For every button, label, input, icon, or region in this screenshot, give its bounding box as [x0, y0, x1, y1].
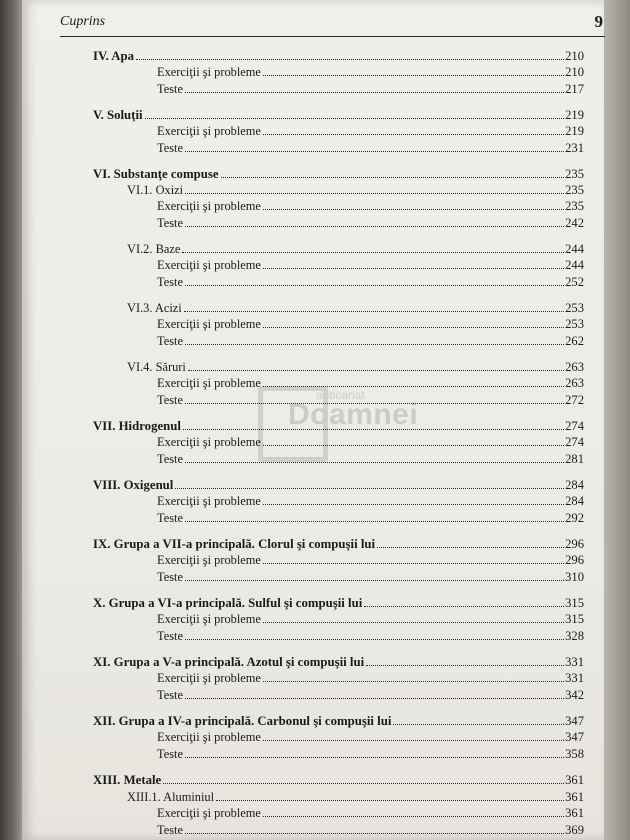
- dot-leader: [366, 665, 564, 666]
- toc-entry-page: 281: [565, 452, 584, 466]
- toc-entry: [157, 450, 584, 466]
- toc-entry: [157, 256, 584, 272]
- toc-entry-page: 217: [565, 82, 584, 96]
- toc-entry-title: VII. Hidrogenul: [93, 419, 181, 433]
- toc-entry: [157, 214, 584, 230]
- dot-leader: [263, 504, 564, 505]
- dot-leader: [185, 698, 564, 699]
- toc-entry-page: 361: [565, 806, 584, 820]
- dot-leader: [185, 226, 564, 227]
- toc-entry-page: 235: [565, 183, 584, 197]
- toc-entry-title: XI. Grupa a V-a principală. Azotul şi compuşii lui: [93, 655, 365, 669]
- toc-entry-title: Teste: [157, 275, 183, 289]
- toc-entry: [127, 240, 584, 256]
- toc-entry-page: 235: [565, 167, 584, 181]
- toc-entry-page: 361: [565, 790, 584, 804]
- watermark-top-text: anticariat: [316, 388, 365, 402]
- header-page-number: 9: [594, 12, 603, 31]
- background-edge: [604, 0, 630, 840]
- toc-entry-page: 272: [565, 393, 584, 407]
- dot-leader: [185, 403, 564, 404]
- header-title: Cuprins: [60, 14, 106, 29]
- toc-entry-title: VI.1. Oxizi: [127, 183, 184, 197]
- toc-entry-title: Exerciţii şi probleme: [157, 258, 261, 272]
- toc-entry: [157, 80, 584, 96]
- dot-leader: [364, 606, 564, 607]
- toc-entry-title: X. Grupa a VI-a principală. Sulful şi compuşii lui: [93, 596, 363, 610]
- dot-leader: [377, 547, 564, 548]
- toc-entry: [157, 122, 584, 138]
- dot-leader: [185, 521, 564, 522]
- book-spine-shadow: [0, 0, 22, 840]
- dot-leader: [263, 209, 564, 210]
- toc-entry: [157, 568, 584, 584]
- toc-entry-page: 347: [565, 714, 584, 728]
- dot-leader: [263, 268, 564, 269]
- toc-entry-title: Teste: [157, 216, 183, 230]
- dot-leader: [263, 563, 564, 564]
- dot-leader: [216, 800, 564, 801]
- toc-entry-title: Exerciţii şi probleme: [157, 376, 261, 390]
- dot-leader: [183, 429, 564, 430]
- dot-leader: [263, 681, 564, 682]
- toc-entry-page: 274: [565, 435, 584, 449]
- dot-leader: [185, 462, 564, 463]
- dot-leader: [263, 816, 564, 817]
- dot-leader: [263, 445, 564, 446]
- dot-leader: [221, 177, 565, 178]
- toc-entry-title: Exerciţii şi probleme: [157, 199, 261, 213]
- toc-entry-title: Exerciţii şi probleme: [157, 124, 261, 138]
- dot-leader: [175, 488, 564, 489]
- toc-entry-title: VI.4. Săruri: [127, 360, 186, 374]
- toc-entry: [157, 273, 584, 289]
- dot-leader: [263, 386, 564, 387]
- toc-entry-title: XIII. Metale: [93, 773, 162, 787]
- toc-entry-title: Exerciţii şi probleme: [157, 317, 261, 331]
- toc-entry-page: 369: [565, 823, 584, 837]
- toc-entry-page: 342: [565, 688, 584, 702]
- toc-entry-page: 253: [565, 317, 584, 331]
- toc-entry-page: 331: [565, 671, 584, 685]
- toc-entry-page: 274: [565, 419, 584, 433]
- toc-entry: [157, 610, 584, 626]
- toc-entry-page: 244: [565, 242, 584, 256]
- toc-entry: [157, 821, 584, 837]
- toc-entry: [157, 509, 584, 525]
- toc-entry-title: VI. Substanţe compuse: [93, 167, 219, 181]
- toc-entry: [157, 374, 584, 390]
- toc-entry-title: XIII.1. Aluminiul: [127, 790, 215, 804]
- toc-entry: [157, 139, 584, 155]
- toc-entry-page: 358: [565, 747, 584, 761]
- toc-entry-page: 347: [565, 730, 584, 744]
- toc-entry: [93, 106, 584, 122]
- dot-leader: [185, 344, 564, 345]
- toc-entry-title: IV. Apa: [93, 49, 135, 63]
- toc-entry-title: IX. Grupa a VII-a principală. Clorul şi compuşii lui: [93, 537, 376, 551]
- watermark-main-text: Doamnei: [288, 398, 419, 431]
- toc-entry: [93, 165, 584, 181]
- toc-entry-page: 263: [565, 360, 584, 374]
- toc-entry: [157, 686, 584, 702]
- dot-leader: [145, 118, 565, 119]
- toc-entry-page: 252: [565, 275, 584, 289]
- toc-entry-page: 315: [565, 612, 584, 626]
- toc-entry-title: VI.2. Baze: [127, 242, 181, 256]
- toc-entry-title: XII. Grupa a IV-a principală. Carbonul şi compuşii lui: [93, 714, 392, 728]
- toc-entry: [157, 551, 584, 567]
- toc-entry-page: 231: [565, 141, 584, 155]
- toc-entry-page: 284: [565, 494, 584, 508]
- toc-entry: [93, 476, 584, 492]
- toc-entry-page: 210: [565, 49, 584, 63]
- toc-entry-page: 253: [565, 301, 584, 315]
- toc-entry-title: VIII. Oxigenul: [93, 478, 174, 492]
- toc-entry-title: Teste: [157, 511, 183, 525]
- toc-entry: [93, 712, 584, 728]
- dot-leader: [182, 252, 564, 253]
- toc-entry-title: Exerciţii şi probleme: [157, 553, 261, 567]
- toc-entry-page: 244: [565, 258, 584, 272]
- toc-entry-title: Teste: [157, 334, 183, 348]
- dot-leader: [263, 327, 564, 328]
- dot-leader: [185, 757, 564, 758]
- toc-entry-title: Teste: [157, 688, 183, 702]
- toc-entry: [157, 197, 584, 213]
- toc-entry: [157, 332, 584, 348]
- toc-entry-title: Teste: [157, 141, 183, 155]
- toc-entry-title: Teste: [157, 747, 183, 761]
- dot-leader: [184, 311, 564, 312]
- toc-entry-page: 210: [565, 65, 584, 79]
- dot-leader: [185, 285, 564, 286]
- dot-leader: [185, 92, 564, 93]
- toc-entry: [157, 804, 584, 820]
- toc-entry: [157, 728, 584, 744]
- toc-entry-title: Exerciţii şi probleme: [157, 612, 261, 626]
- dot-leader: [185, 833, 564, 834]
- dot-leader: [263, 134, 564, 135]
- dot-leader: [185, 639, 564, 640]
- toc-entry-page: 235: [565, 199, 584, 213]
- toc-entry-title: Teste: [157, 82, 183, 96]
- toc-entry-page: 262: [565, 334, 584, 348]
- toc-entry-title: Teste: [157, 823, 183, 837]
- toc-entry: [157, 745, 584, 761]
- toc-entry-title: Teste: [157, 393, 183, 407]
- toc-entry: [157, 669, 584, 685]
- toc-entry-title: Exerciţii şi probleme: [157, 730, 261, 744]
- toc-entry-page: 284: [565, 478, 584, 492]
- toc-entry-title: Teste: [157, 452, 183, 466]
- toc-entry: [157, 391, 584, 407]
- toc-entry-title: VI.3. Acizi: [127, 301, 182, 315]
- dot-leader: [263, 75, 564, 76]
- toc-entry-page: 310: [565, 570, 584, 584]
- toc-entry-page: 331: [565, 655, 584, 669]
- dot-leader: [393, 724, 564, 725]
- toc-entry-page: 296: [565, 553, 584, 567]
- toc-entry: [93, 771, 584, 787]
- toc-entry: [157, 63, 584, 79]
- toc-entry-title: Exerciţii şi probleme: [157, 65, 261, 79]
- dot-leader: [185, 193, 564, 194]
- toc-entry-page: 242: [565, 216, 584, 230]
- toc-entry: [93, 653, 584, 669]
- toc-entry: [93, 417, 584, 433]
- dot-leader: [188, 370, 564, 371]
- toc-entry-page: 219: [565, 108, 584, 122]
- toc-entry: [127, 358, 584, 374]
- toc-entry: [127, 788, 584, 804]
- running-header: [60, 10, 605, 37]
- toc-entry-page: 219: [565, 124, 584, 138]
- toc-entry-title: V. Soluţii: [93, 108, 143, 122]
- toc-entry-page: 263: [565, 376, 584, 390]
- toc-entry: [157, 492, 584, 508]
- dot-leader: [163, 783, 564, 784]
- toc-entry-page: 328: [565, 629, 584, 643]
- toc-entry: [93, 535, 584, 551]
- toc-entry-title: Exerciţii şi probleme: [157, 806, 261, 820]
- toc-entry-title: Exerciţii şi probleme: [157, 671, 261, 685]
- toc-entry: [157, 627, 584, 643]
- dot-leader: [185, 580, 564, 581]
- toc-entry-page: 315: [565, 596, 584, 610]
- dot-leader: [185, 151, 564, 152]
- toc-entry-title: Exerciţii şi probleme: [157, 435, 261, 449]
- toc-entry: [127, 299, 584, 315]
- toc-entry: [93, 594, 584, 610]
- toc-entry-page: 361: [565, 773, 584, 787]
- dot-leader: [263, 740, 564, 741]
- dot-leader: [136, 59, 564, 60]
- dot-leader: [263, 622, 564, 623]
- toc-entry-title: Teste: [157, 629, 183, 643]
- toc-entry: [127, 181, 584, 197]
- toc-entry-title: Exerciţii şi probleme: [157, 494, 261, 508]
- toc-entry-page: 296: [565, 537, 584, 551]
- toc-entry: [157, 433, 584, 449]
- toc-entry: [157, 315, 584, 331]
- toc-entry: [93, 47, 584, 63]
- toc-entry-page: 292: [565, 511, 584, 525]
- toc-entry-title: Teste: [157, 570, 183, 584]
